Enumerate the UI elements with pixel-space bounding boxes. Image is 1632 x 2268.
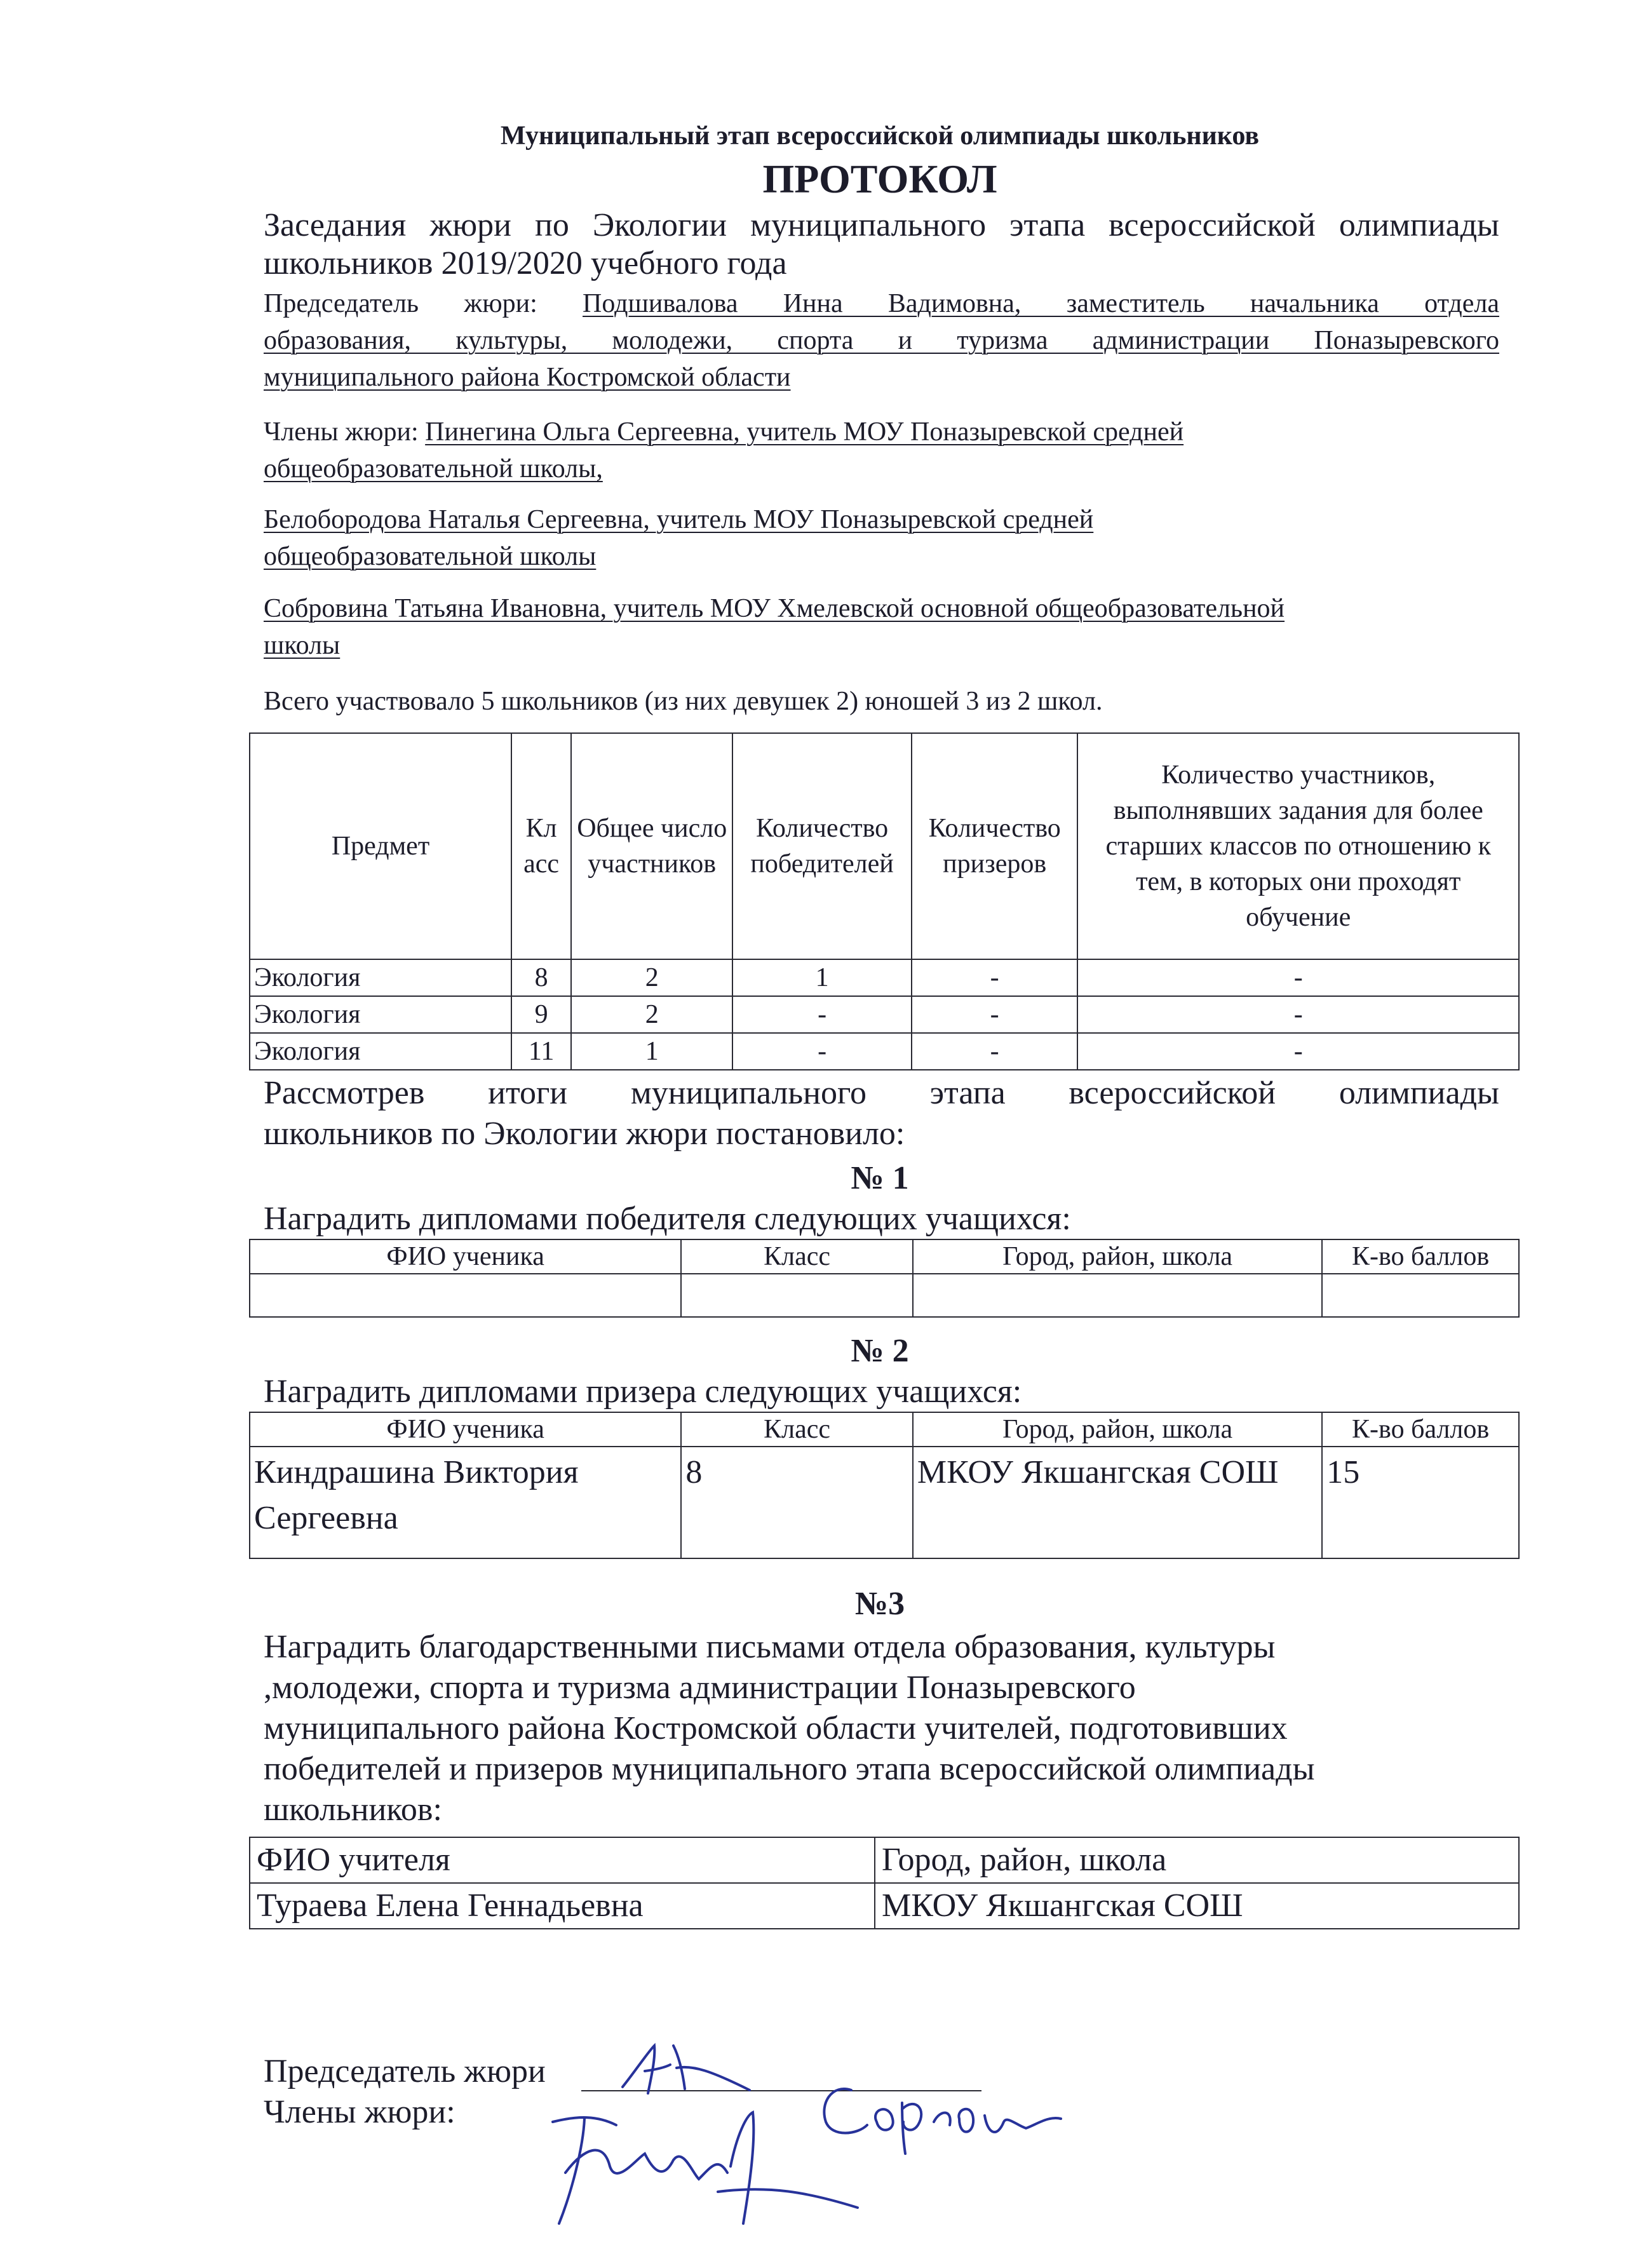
- table-row: [250, 1274, 1519, 1317]
- jury-chair-label: Председатель жюри:: [264, 289, 537, 318]
- jury-chair-line-2: образования, культуры, молодежи, спорта и туризма администрации Поназыревского: [264, 326, 1499, 355]
- table-cell: -: [1077, 996, 1519, 1033]
- participants-summary: Всего участвовало 5 школьников (из них девушек 2) юношей 3 из 2 школ.: [264, 687, 1103, 716]
- table-cell: 1: [571, 1033, 732, 1070]
- section-3-line-2: ,молодежи, спорта и туризма администрации Поназыревского: [264, 1670, 1136, 1706]
- teachers-table: [249, 1837, 1520, 1929]
- table-cell: Экология: [250, 959, 511, 996]
- intro-line-1: Заседания жюри по Экологии муниципального этапа всероссийской олимпиады: [264, 207, 1499, 243]
- chair-sign-label: Председатель жюри: [264, 2053, 546, 2089]
- jury-members-label: Члены жюри:: [264, 417, 419, 447]
- table-cell: -: [1077, 1033, 1519, 1070]
- table-cell: 2: [571, 996, 732, 1033]
- winners-table-header-row: [250, 1239, 1519, 1274]
- table-cell: -: [912, 959, 1078, 996]
- jury-chair-line-3: муниципального района Костромской области: [264, 363, 791, 392]
- table-cell: 15: [1322, 1447, 1519, 1558]
- winners-header-class: Класс: [681, 1239, 913, 1274]
- table-row: [250, 1447, 1519, 1558]
- jury-member-1-line-1: [264, 414, 1499, 450]
- section-3-line-5: школьников:: [264, 1792, 442, 1828]
- section-3-line-4: победителей и призеров муниципального этапа всероссийской олимпиады: [264, 1751, 1315, 1787]
- winners-header-school: Город, район, школа: [913, 1239, 1322, 1274]
- table-cell: Тураева Елена Геннадьевна: [250, 1883, 875, 1929]
- section-3-line-1: Наградить благодарственными письмами отдела образования, культуры: [264, 1629, 1276, 1665]
- summary-table-header-row: [250, 733, 1519, 959]
- table-cell: 1: [732, 959, 912, 996]
- table-cell: -: [912, 1033, 1078, 1070]
- teachers-header-school: Город, район, школа: [875, 1837, 1519, 1883]
- table-row: [250, 1033, 1519, 1070]
- document-subtitle: Муниципальный этап всероссийской олимпиады школьников: [500, 121, 1260, 151]
- summary-header-subject: Предмет: [250, 733, 511, 959]
- decision-line-2: школьников по Экологии жюри постановило:: [264, 1116, 905, 1152]
- section-2-number: № 2: [851, 1333, 909, 1369]
- member-signature-2: [807, 2065, 1074, 2166]
- decision-line-1: Рассмотрев итоги муниципального этапа всероссийской олимпиады: [264, 1075, 1499, 1111]
- prizewinners-header-score: К-во баллов: [1322, 1412, 1519, 1447]
- prizewinners-table: [249, 1412, 1520, 1559]
- section-1-text: Наградить дипломами победителя следующих учащихся:: [264, 1201, 1071, 1237]
- table-cell: МКОУ Якшангская СОШ: [913, 1447, 1322, 1558]
- winners-header-name: ФИО ученика: [250, 1239, 681, 1274]
- summary-header-winners: Количество победителей: [732, 733, 912, 959]
- summary-table: [249, 732, 1520, 1070]
- table-cell: Киндрашина Виктория Сергеевна: [250, 1447, 681, 1558]
- winners-table: [249, 1239, 1520, 1318]
- prizewinners-header-school: Город, район, школа: [913, 1412, 1322, 1447]
- jury-member-1-name: Пинегина Ольга Сергеевна, учитель МОУ Поназыревской средней: [425, 417, 1184, 447]
- section-3-number: №3: [854, 1586, 905, 1622]
- jury-member-3-line-2: школы: [264, 631, 341, 660]
- table-cell: -: [732, 1033, 912, 1070]
- table-cell: 8: [681, 1447, 913, 1558]
- summary-header-class: Кл асс: [511, 733, 571, 959]
- jury-chair-line-1: [264, 286, 1499, 321]
- table-cell: -: [912, 996, 1078, 1033]
- members-sign-label: Члены жюри:: [264, 2094, 455, 2130]
- table-cell: [681, 1274, 913, 1317]
- table-cell: [1322, 1274, 1519, 1317]
- section-1-number: № 1: [851, 1160, 909, 1196]
- teachers-header-name: ФИО учителя: [250, 1837, 875, 1883]
- section-3-line-3: муниципального района Костромской области учителей, подготовивших: [264, 1710, 1288, 1746]
- summary-header-older-tasks: Количество участников, выполнявших задания для более старших классов по отношению к тем, в которых они проходят обучение: [1077, 733, 1519, 959]
- summary-header-total: Общее число участников: [571, 733, 732, 959]
- prizewinners-header-name: ФИО ученика: [250, 1412, 681, 1447]
- document-title: ПРОТОКОЛ: [762, 156, 997, 201]
- table-cell: Экология: [250, 996, 511, 1033]
- prizewinners-header-class: Класс: [681, 1412, 913, 1447]
- table-cell: [250, 1274, 681, 1317]
- table-cell: -: [1077, 959, 1519, 996]
- summary-header-prizewinners: Количество призеров: [912, 733, 1078, 959]
- table-row: [250, 1883, 1519, 1929]
- jury-member-2-line-1: Белобородова Наталья Сергеевна, учитель МОУ Поназыревской средней: [264, 505, 1094, 534]
- jury-chair-name: Подшивалова Инна Вадимовна, заместитель начальника отдела: [583, 289, 1500, 318]
- table-cell: 8: [511, 959, 571, 996]
- table-cell: МКОУ Якшангская СОШ: [875, 1883, 1519, 1929]
- chair-signature: [610, 2033, 762, 2103]
- jury-member-3-line-1: Собровина Татьяна Ивановна, учитель МОУ Хмелевской основной общеобразовательной: [264, 594, 1285, 623]
- table-cell: Экология: [250, 1033, 511, 1070]
- table-row: [250, 959, 1519, 996]
- prizewinners-table-header-row: [250, 1412, 1519, 1447]
- table-cell: -: [732, 996, 912, 1033]
- jury-member-2-line-2: общеобразовательной школы: [264, 542, 597, 571]
- intro-line-2: школьников 2019/2020 учебного года: [264, 245, 787, 281]
- table-cell: 9: [511, 996, 571, 1033]
- table-row: [250, 996, 1519, 1033]
- table-cell: 11: [511, 1033, 571, 1070]
- teachers-table-header-row: [250, 1837, 1519, 1883]
- jury-member-1-line-2: общеобразовательной школы,: [264, 454, 603, 483]
- section-2-text: Наградить дипломами призера следующих учащихся:: [264, 1374, 1022, 1410]
- table-cell: 2: [571, 959, 732, 996]
- winners-header-score: К-во баллов: [1322, 1239, 1519, 1274]
- table-cell: [913, 1274, 1322, 1317]
